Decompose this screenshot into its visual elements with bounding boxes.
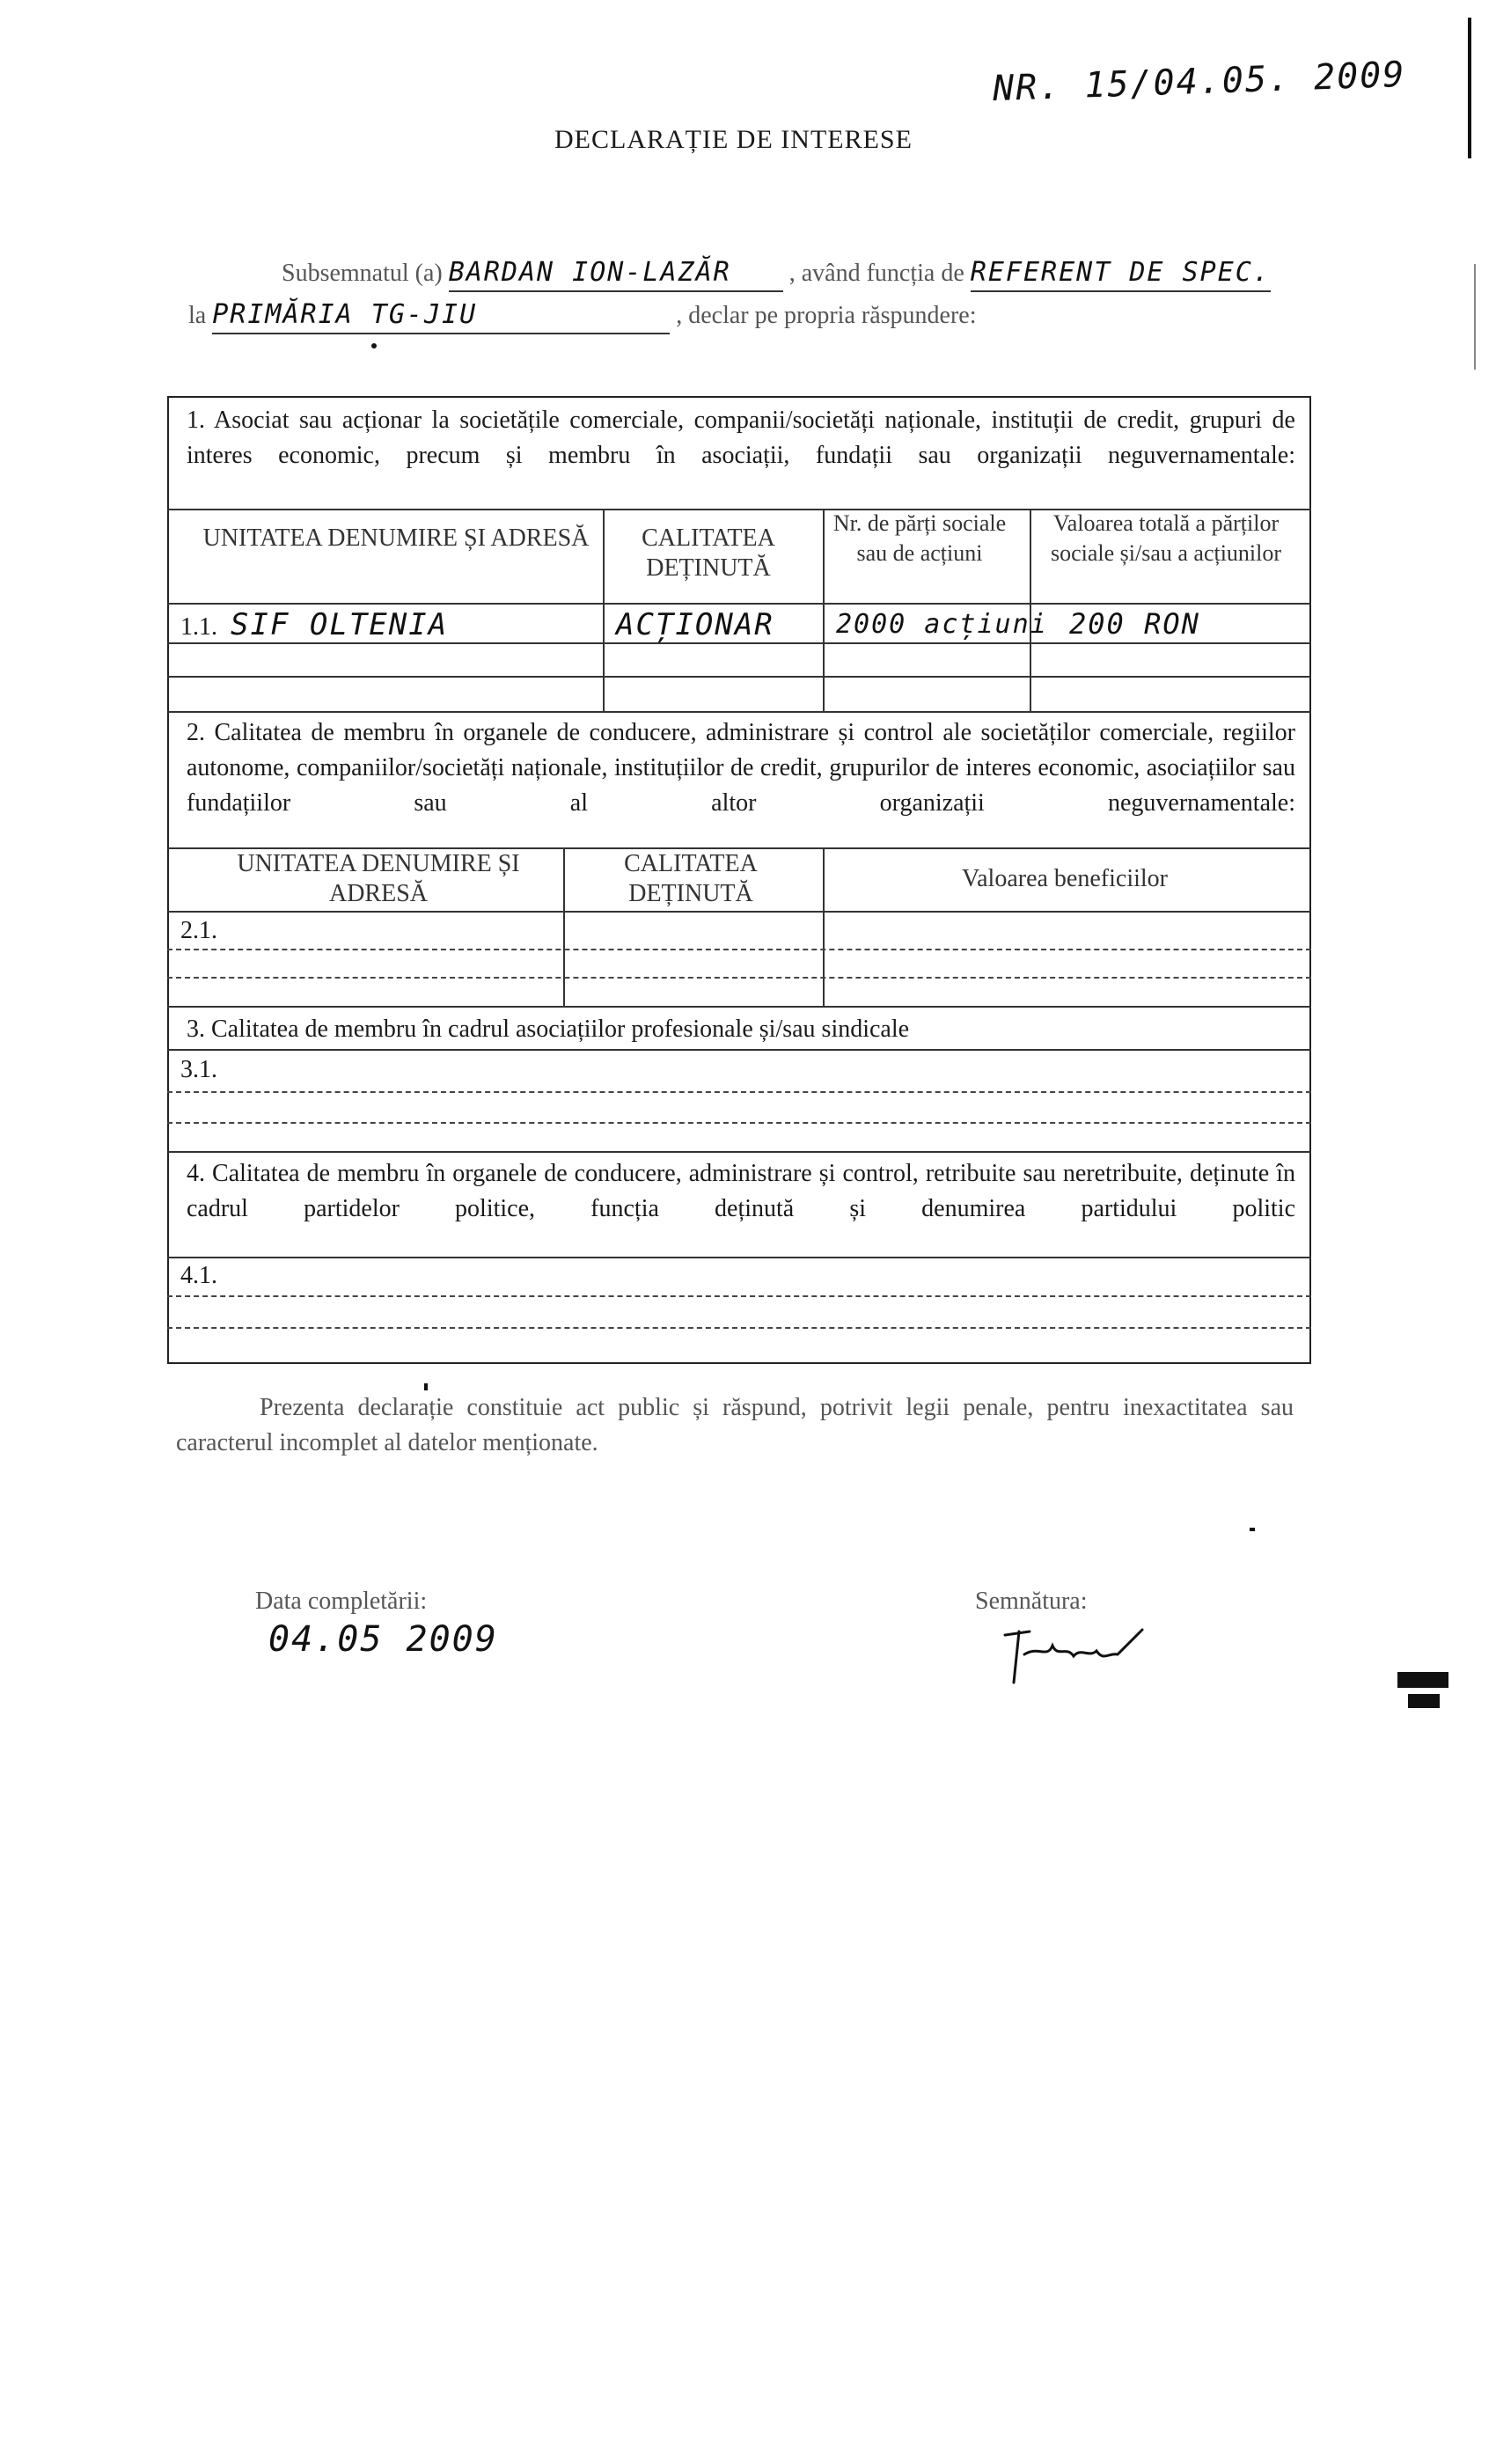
section1-header-divider [167,603,1311,605]
legal-statement: Prezenta declarație constituie act public și răspund, potrivit legii penale, pentru inexactitatea sau caracterul incomplet al datelor menționate. [176,1394,1294,1456]
section2-col-calitate: CALITATEA DEȚINUTĂ [624,850,758,907]
section3-row-number: 3.1. [180,1056,217,1083]
section1-end-divider [167,711,1311,713]
intro-line-1 [282,255,1461,292]
section2-col-divider-1 [563,847,565,1006]
section1-row-divider-1 [167,642,1311,644]
subsemnatul-label: Subsemnatul (a) [282,260,443,287]
date-value: 04.05 2009 [268,1619,498,1660]
section1-row-divider-2 [167,676,1311,678]
section2-col-valoare: Valoarea beneficiilor [962,865,1168,892]
section1-row-calitate: ACȚIONAR [616,607,774,642]
scan-black-blob-2 [1408,1694,1440,1708]
section2-row-number: 2.1. [180,917,217,944]
scan-edge-mark-top [1468,18,1471,158]
institution-value: PRIMĂRIA TG-JIU [212,297,670,334]
section3-end-divider [167,1151,1311,1153]
intro-line-2 [188,297,1332,334]
section2-header-divider [167,911,1311,913]
section2-col-unitate: UNITATEA DENUMIRE ȘI ADRESĂ [237,850,520,907]
function-value: REFERENT DE SPEC. [971,255,1271,292]
section3-row-divider-1 [167,1091,1311,1093]
handwritten-signature [994,1619,1153,1690]
signature-label: Semnătura: [975,1588,1088,1615]
section1-col-divider-2 [823,509,825,711]
signature-scribble-icon [994,1619,1153,1690]
section4-row-divider-2 [167,1327,1311,1329]
section4-row-divider-1 [167,1295,1311,1297]
section1-col-unitate: UNITATEA DENUMIRE ȘI ADRESĂ [202,524,590,552]
section1-row-valoare: 200 RON [1069,607,1200,641]
la-label: la [188,302,207,329]
section1-row-unitate: SIF OLTENIA [231,607,449,642]
section2-heading: 2. Calitatea de membru în organele de conducere, administrare și control ale societăților comerciale, regiilor autonome, companiilor/societăți naționale, instituțiilor de credit, grupurilor de interes economic, asociațiilor sau fundațiilor sau al altor organizații neguvernamentale: [187,719,1295,817]
section1-row-nr-actiuni: 2000 acțiuni [836,609,1048,640]
scan-dot-2 [424,1383,428,1390]
section1-heading: 1. Asociat sau acționar la societățile comerciale, companii/societăți naționale, instituții de credit, grupuri de interes economic, precum și membru în asociații, fundații sau organizații neguvernamentale: [187,407,1295,469]
registration-number: NR. 15/04.05. 2009 [992,54,1407,110]
document-title: DECLARAȚIE DE INTERESE [554,125,913,154]
section1-row-number: 1.1. [180,613,217,641]
section4-row-number: 4.1. [180,1262,217,1289]
section2-col-divider-2 [823,847,825,1006]
declar-label: , declar pe propria răspundere: [676,302,977,329]
section3-row-divider-2 [167,1122,1311,1124]
section1-col-divider-1 [603,509,605,711]
section1-col-nr-parti: Nr. de părți sociale sau de acțiuni [832,510,1007,566]
avand-functia-label: , având funcția de [788,260,964,287]
scan-black-blob-1 [1397,1672,1448,1688]
section2-end-divider [167,1006,1311,1008]
section1-col-calitate: CALITATEA DEȚINUTĂ [642,524,775,582]
scan-dot-3 [1250,1528,1255,1531]
scan-dot-1 [371,343,377,348]
scan-edge-mark-right [1474,264,1476,370]
date-label: Data completării: [255,1588,428,1615]
declarant-name: BARDAN ION-LAZĂR [449,255,783,292]
section1-col-valoare: Valoarea totală a părților sociale și/sau a acțiunilor [1050,510,1282,566]
section3-heading-divider [167,1049,1311,1051]
section4-heading-divider [167,1257,1311,1258]
section3-heading: 3. Calitatea de membru în cadrul asociațiilor profesionale și/sau sindicale [187,1016,910,1043]
section2-row-divider-1 [167,949,1311,950]
section2-row-divider-2 [167,977,1311,979]
section4-heading: 4. Calitatea de membru în organele de conducere, administrare și control, retribuite sau neretribuite, deținute în cadrul partidelor politice, funcția deținută și denumirea partidului politic [187,1160,1295,1222]
